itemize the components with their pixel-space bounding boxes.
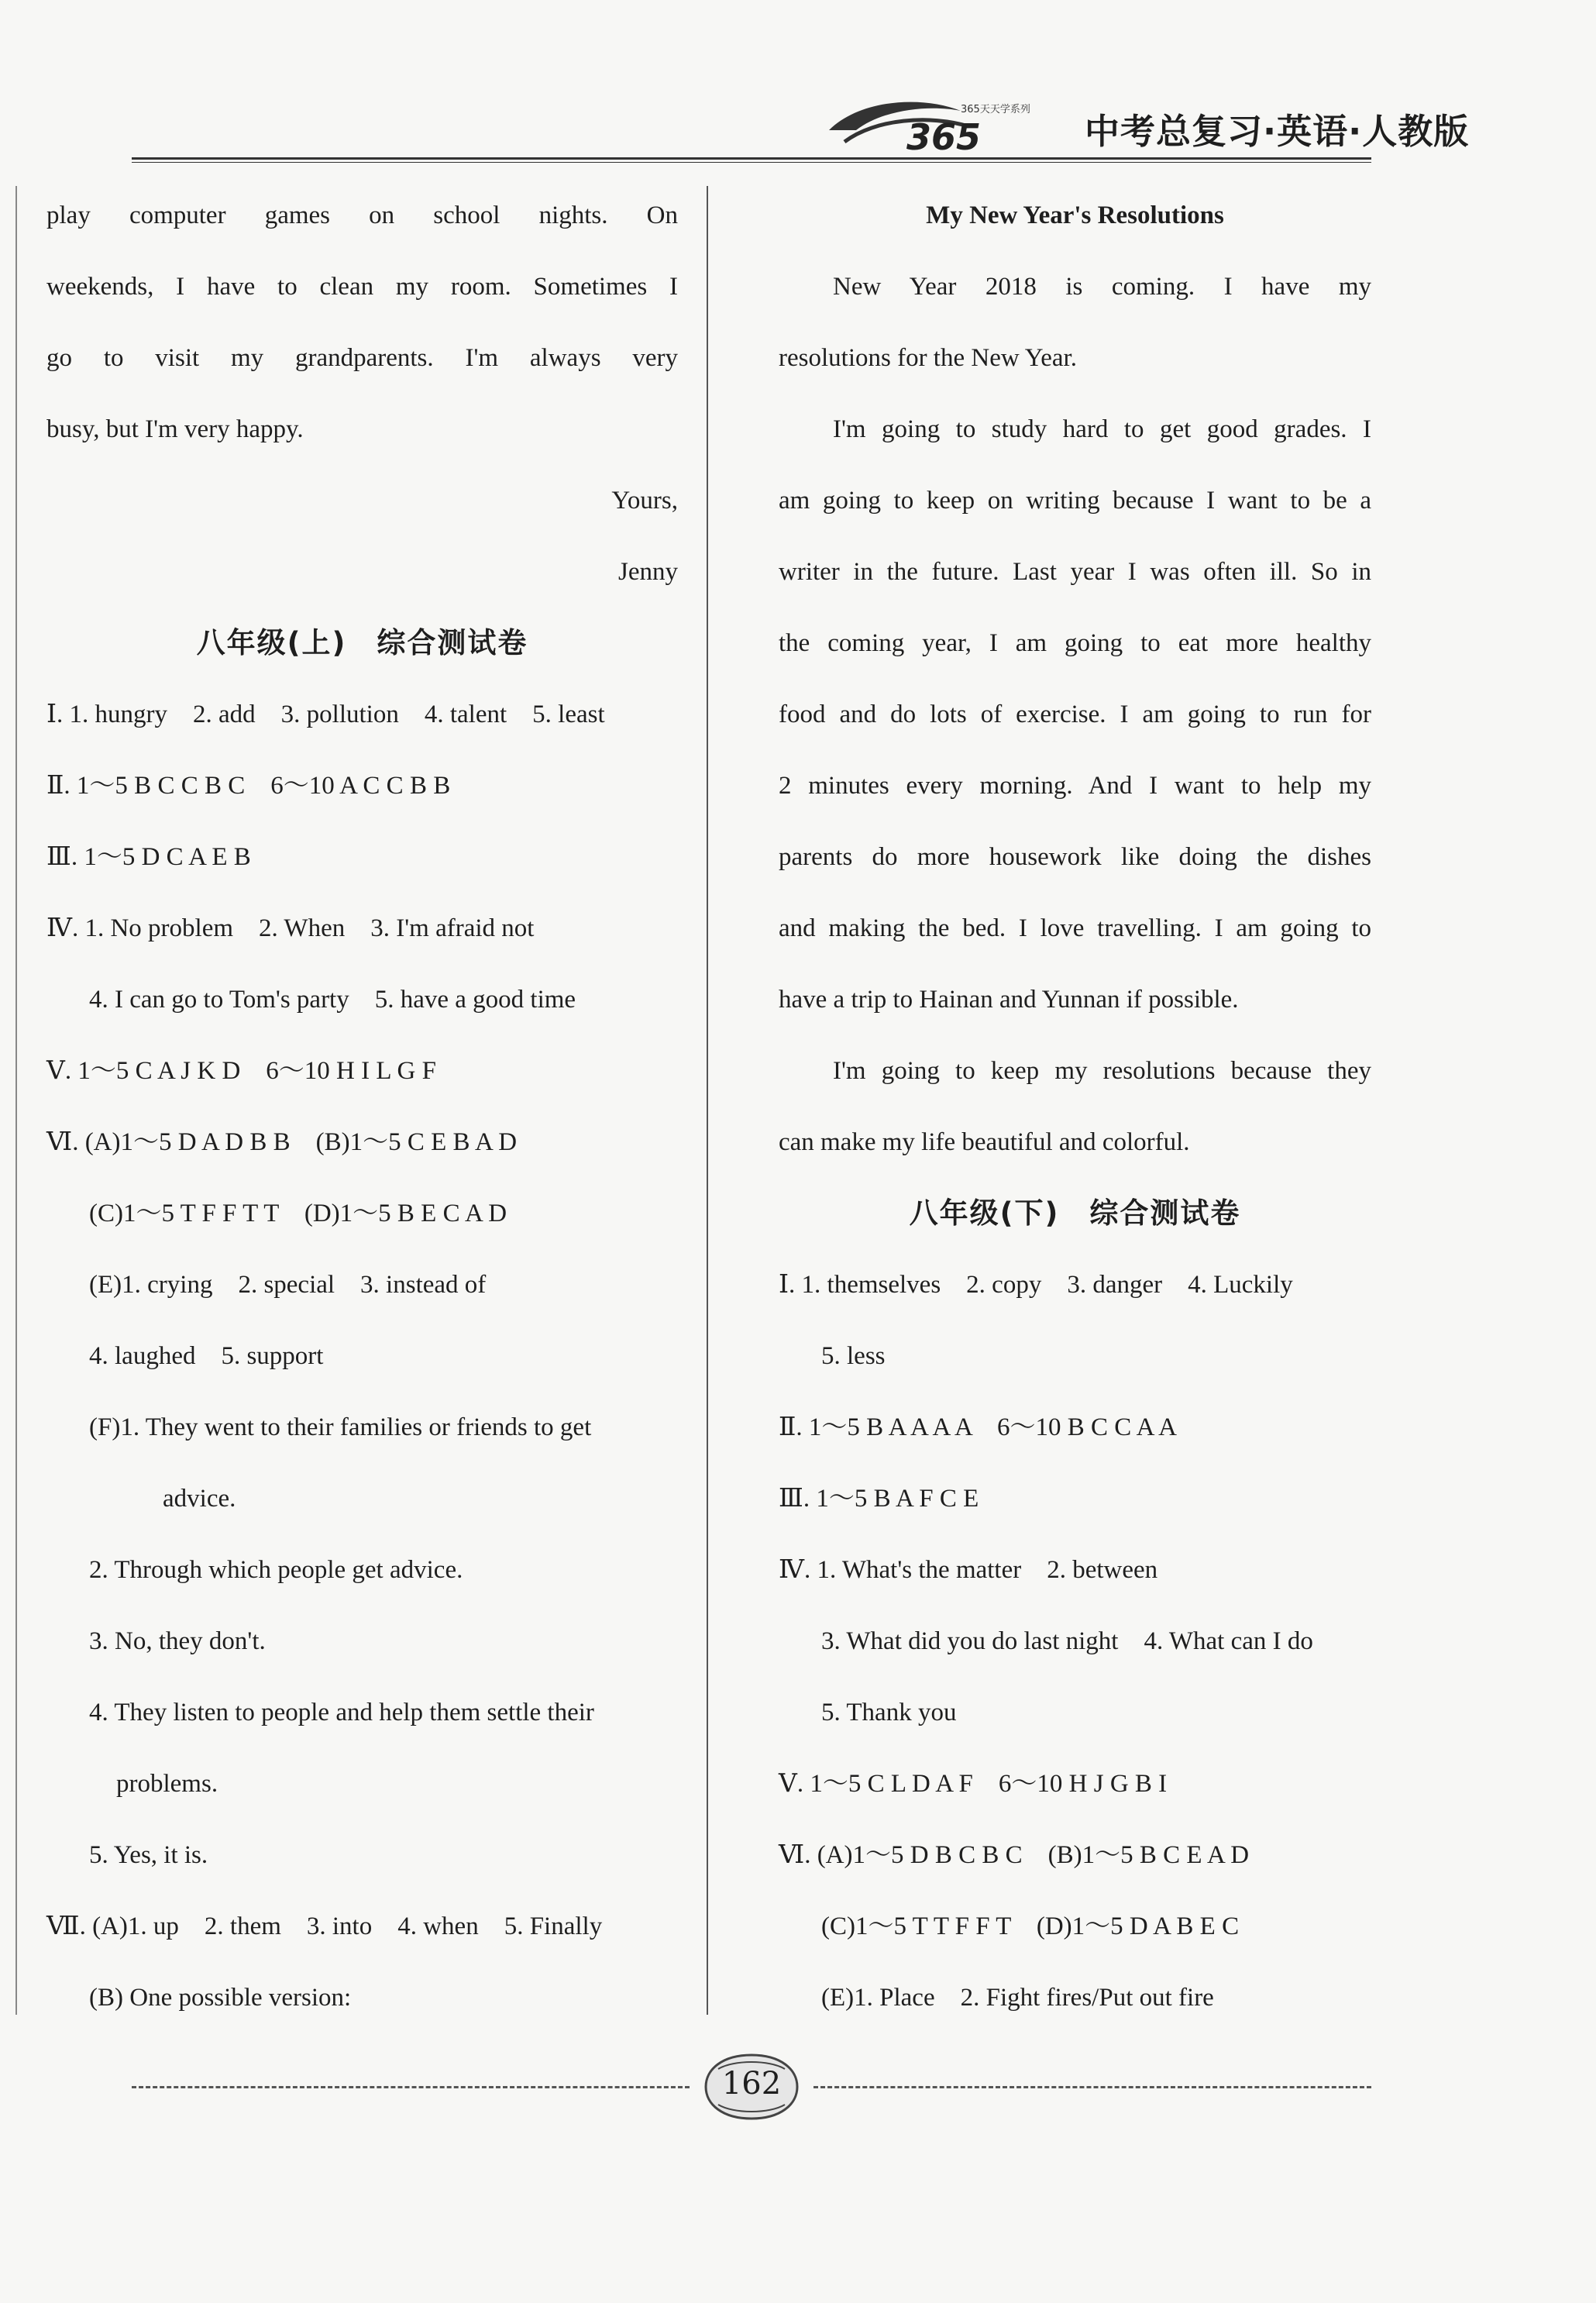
answer-line: 4. I can go to Tom's party 5. have a good time [89,986,576,1014]
left-column [46,180,678,2033]
essay-line: writer in the future. Last year I was often ill. So in [779,558,1371,586]
essay-line: parents do more housework like doing the dishes [779,843,1371,871]
answer-line: (B) One possible version: [89,1984,352,2012]
page-number: 162 [721,2066,782,2102]
column-divider [707,186,708,2015]
essay-line: am going to keep on writing because I want to be a [779,487,1371,515]
answer-line: Ⅴ. 1～5 C A J K D 6～10 H I L G F [46,1057,436,1085]
answer-line: Ⅱ. 1～5 B C C B C 6～10 A C C B B [46,772,451,800]
answer-line: 5. Yes, it is. [89,1841,208,1869]
answer-line: (E)1. Place 2. Fight fires/Put out fire [821,1984,1214,2012]
header-rule [132,157,1371,163]
answer-line: Ⅳ. 1. What's the matter 2. between [779,1556,1158,1584]
answer-line: Ⅶ. (A)1. up 2. them 3. into 4. when 5. Finally [46,1912,603,1940]
answer-line: Ⅵ. (A)1～5 D B C B C (B)1～5 B C E A D [779,1841,1250,1869]
answer-line: (C)1～5 T F F T T (D)1～5 B E C A D [89,1200,507,1227]
essay-line: the coming year, I am going to eat more healthy [779,629,1371,657]
letter-signature: Jenny [618,558,678,586]
letter-line: play computer games on school nights. On [46,201,678,229]
answer-line: 2. Through which people get advice. [89,1556,463,1584]
book-title: 中考总复习·英语·人教版 [1085,111,1470,152]
answer-line: Ⅰ. 1. hungry 2. add 3. pollution 4. talent 5. least [46,701,605,728]
letter-closing: Yours, [611,487,678,515]
series-logo-icon [813,95,1077,156]
footer-dash-right [813,2086,1371,2088]
page-header [132,81,1470,156]
essay-line: can make my life beautiful and colorful. [779,1128,1190,1156]
essay-line: have a trip to Hainan and Yunnan if possible. [779,986,1239,1014]
essay-line: food and do lots of exercise. I am going to run for [779,701,1371,728]
answer-line: 5. Thank you [821,1699,957,1726]
answer-line: Ⅲ. 1～5 B A F C E [779,1485,979,1513]
answer-line: (F)1. They went to their families or friends to get [89,1413,592,1441]
answer-line: problems. [116,1770,218,1798]
answer-line: Ⅵ. (A)1～5 D A D B B (B)1～5 C E B A D [46,1128,518,1156]
essay-line: 2 minutes every morning. And I want to help my [779,772,1371,800]
essay-line: resolutions for the New Year. [779,344,1077,372]
answer-line: 4. laughed 5. support [89,1342,324,1370]
answer-line: Ⅰ. 1. themselves 2. copy 3. danger 4. Luckily [779,1271,1293,1299]
svg-text:365: 365 [906,116,982,156]
letter-line: busy, but I'm very happy. [46,415,304,443]
essay-line: I'm going to keep my resolutions because they [833,1057,1371,1085]
essay-line: I'm going to study hard to get good grades. I [833,415,1371,443]
answer-line: Ⅲ. 1～5 D C A E B [46,843,251,871]
answer-line: Ⅳ. 1. No problem 2. When 3. I'm afraid not [46,914,535,942]
section-title: 八年级(下) 综合测试卷 [909,1196,1241,1230]
section-title: 八年级(上) 综合测试卷 [196,626,528,659]
footer-dash-left [132,2086,690,2088]
answer-line: advice. [163,1485,236,1513]
svg-text:365天天学系列: 365天天学系列 [961,104,1030,115]
answer-line: 3. What did you do last night 4. What can I do [821,1627,1313,1655]
page-footer [132,2053,1371,2123]
answer-line: 5. less [821,1342,886,1370]
answer-line: (C)1～5 T T F F T (D)1～5 D A B E C [821,1912,1240,1940]
answer-line: 4. They listen to people and help them settle their [89,1699,594,1726]
essay-line: and making the bed. I love travelling. I am going to [779,914,1371,942]
letter-line: weekends, I have to clean my room. Sometimes I [46,273,678,301]
letter-line: go to visit my grandparents. I'm always very [46,344,678,372]
answer-line: Ⅱ. 1～5 B A A A A 6～10 B C C A A [779,1413,1177,1441]
essay-line: New Year 2018 is coming. I have my [833,273,1371,301]
essay-title: My New Year's Resolutions [926,201,1224,229]
answer-line: 3. No, they don't. [89,1627,266,1655]
page-edge-line [15,186,17,2015]
answer-line: Ⅴ. 1～5 C L D A F 6～10 H J G B I [779,1770,1168,1798]
answer-line: (E)1. crying 2. special 3. instead of [89,1271,487,1299]
right-column [779,180,1371,2033]
